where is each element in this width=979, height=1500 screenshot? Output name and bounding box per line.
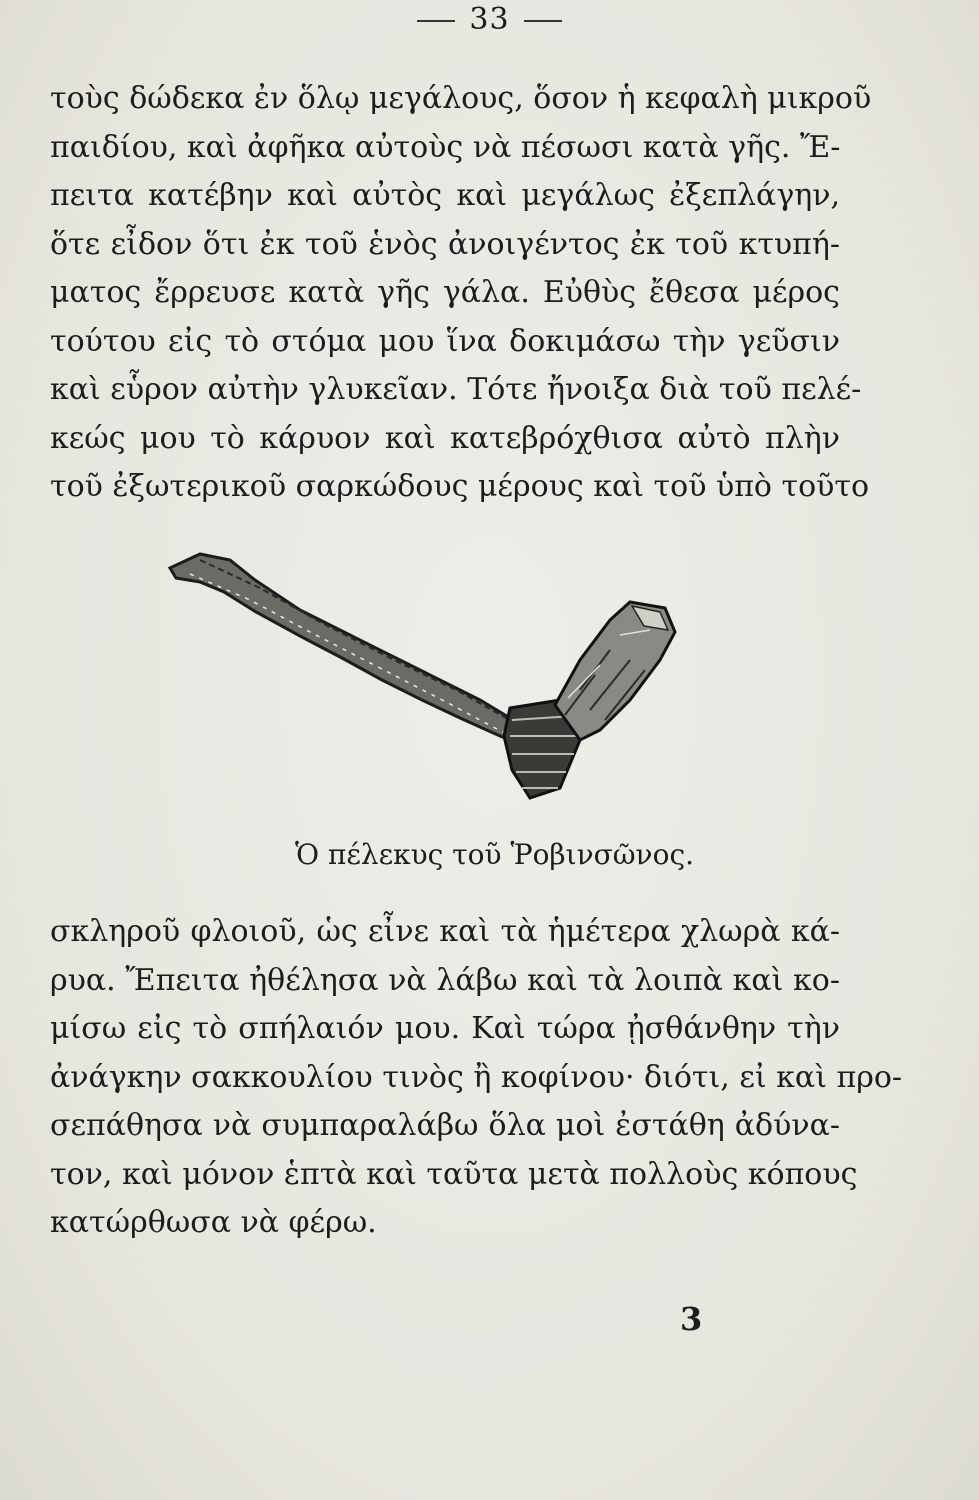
text-line: κεώς μου τὸ κάρυον καὶ κατεβρόχθισα αὐτὸ πλὴν (50, 420, 840, 456)
text-line: σεπάθησα νὰ συμπαραλάβω ὅλα μοὶ ἐστάθη ἀδύνα- (50, 1108, 840, 1143)
axe-handle (170, 554, 532, 746)
text-line: ὅτε εἶδον ὅτι ἐκ τοῦ ἑνὸς ἀνοιγέντος ἐκ τοῦ κτυπή- (50, 226, 840, 262)
text-line: παιδίου, καὶ ἀφῆκα αὐτοὺς νὰ πέσωσι κατὰ γῆς. Ἔ- (50, 129, 841, 165)
page-number-dash-right (524, 20, 562, 22)
top-paragraph (50, 75, 872, 512)
text-line: τοῦ ἐξωτερικοῦ σαρκώδους μέρους καὶ τοῦ ὑπὸ τοῦτο (50, 469, 870, 504)
text-line: πειτα κατέβην καὶ αὐτὸς καὶ μεγάλως ἐξεπλάγην, (50, 178, 840, 213)
text-line: ρυα. Ἔπειτα ἠθέλησα νὰ λάβω καὶ τὰ λοιπὰ καὶ κο- (50, 962, 840, 998)
page-number-text: 33 (469, 2, 510, 37)
signature-mark: 3 (680, 1300, 703, 1338)
text-line: καὶ εὗρον αὐτὴν γλυκεῖαν. Τότε ἤνοιξα διὰ τοῦ πελέ- (50, 372, 862, 407)
text-line: ματος ἔρρευσε κατὰ γῆς γάλα. Εὐθὺς ἔθεσα μέρος (50, 275, 840, 310)
text-line: τούτου εἰς τὸ στόμα μου ἵνα δοκιμάσω τὴν γεῦσιν (50, 323, 840, 359)
text-line: τον, καὶ μόνον ἑπτὰ καὶ ταῦτα μετὰ πολλοὺς κόπους (50, 1156, 858, 1192)
text-line: τοὺς δώδεκα ἐν ὅλῳ μεγάλους, ὅσον ἡ κεφαλὴ μικροῦ (50, 81, 872, 116)
text-line: σκληροῦ φλοιοῦ, ὡς εἶνε καὶ τὰ ἡμέτερα χλωρὰ κά- (50, 914, 840, 949)
axe-illustration (160, 540, 690, 830)
page-number (0, 2, 979, 37)
text-line: κατώρθωσα νὰ φέρω. (50, 1205, 377, 1240)
illustration-caption: Ὁ πέλεκυς τοῦ Ῥοβινσῶνος. (294, 838, 695, 871)
bottom-paragraph (50, 908, 903, 1248)
text-line: μίσω εἰς τὸ σπήλαιόν μου. Καὶ τώρα ᾐσθάνθην τὴν (50, 1011, 840, 1046)
text-line: ἀνάγκην σακκουλίου τινὸς ἢ κοφίνου· διότι, εἰ καὶ προ- (50, 1059, 903, 1095)
page-number-dash-left (417, 20, 455, 22)
